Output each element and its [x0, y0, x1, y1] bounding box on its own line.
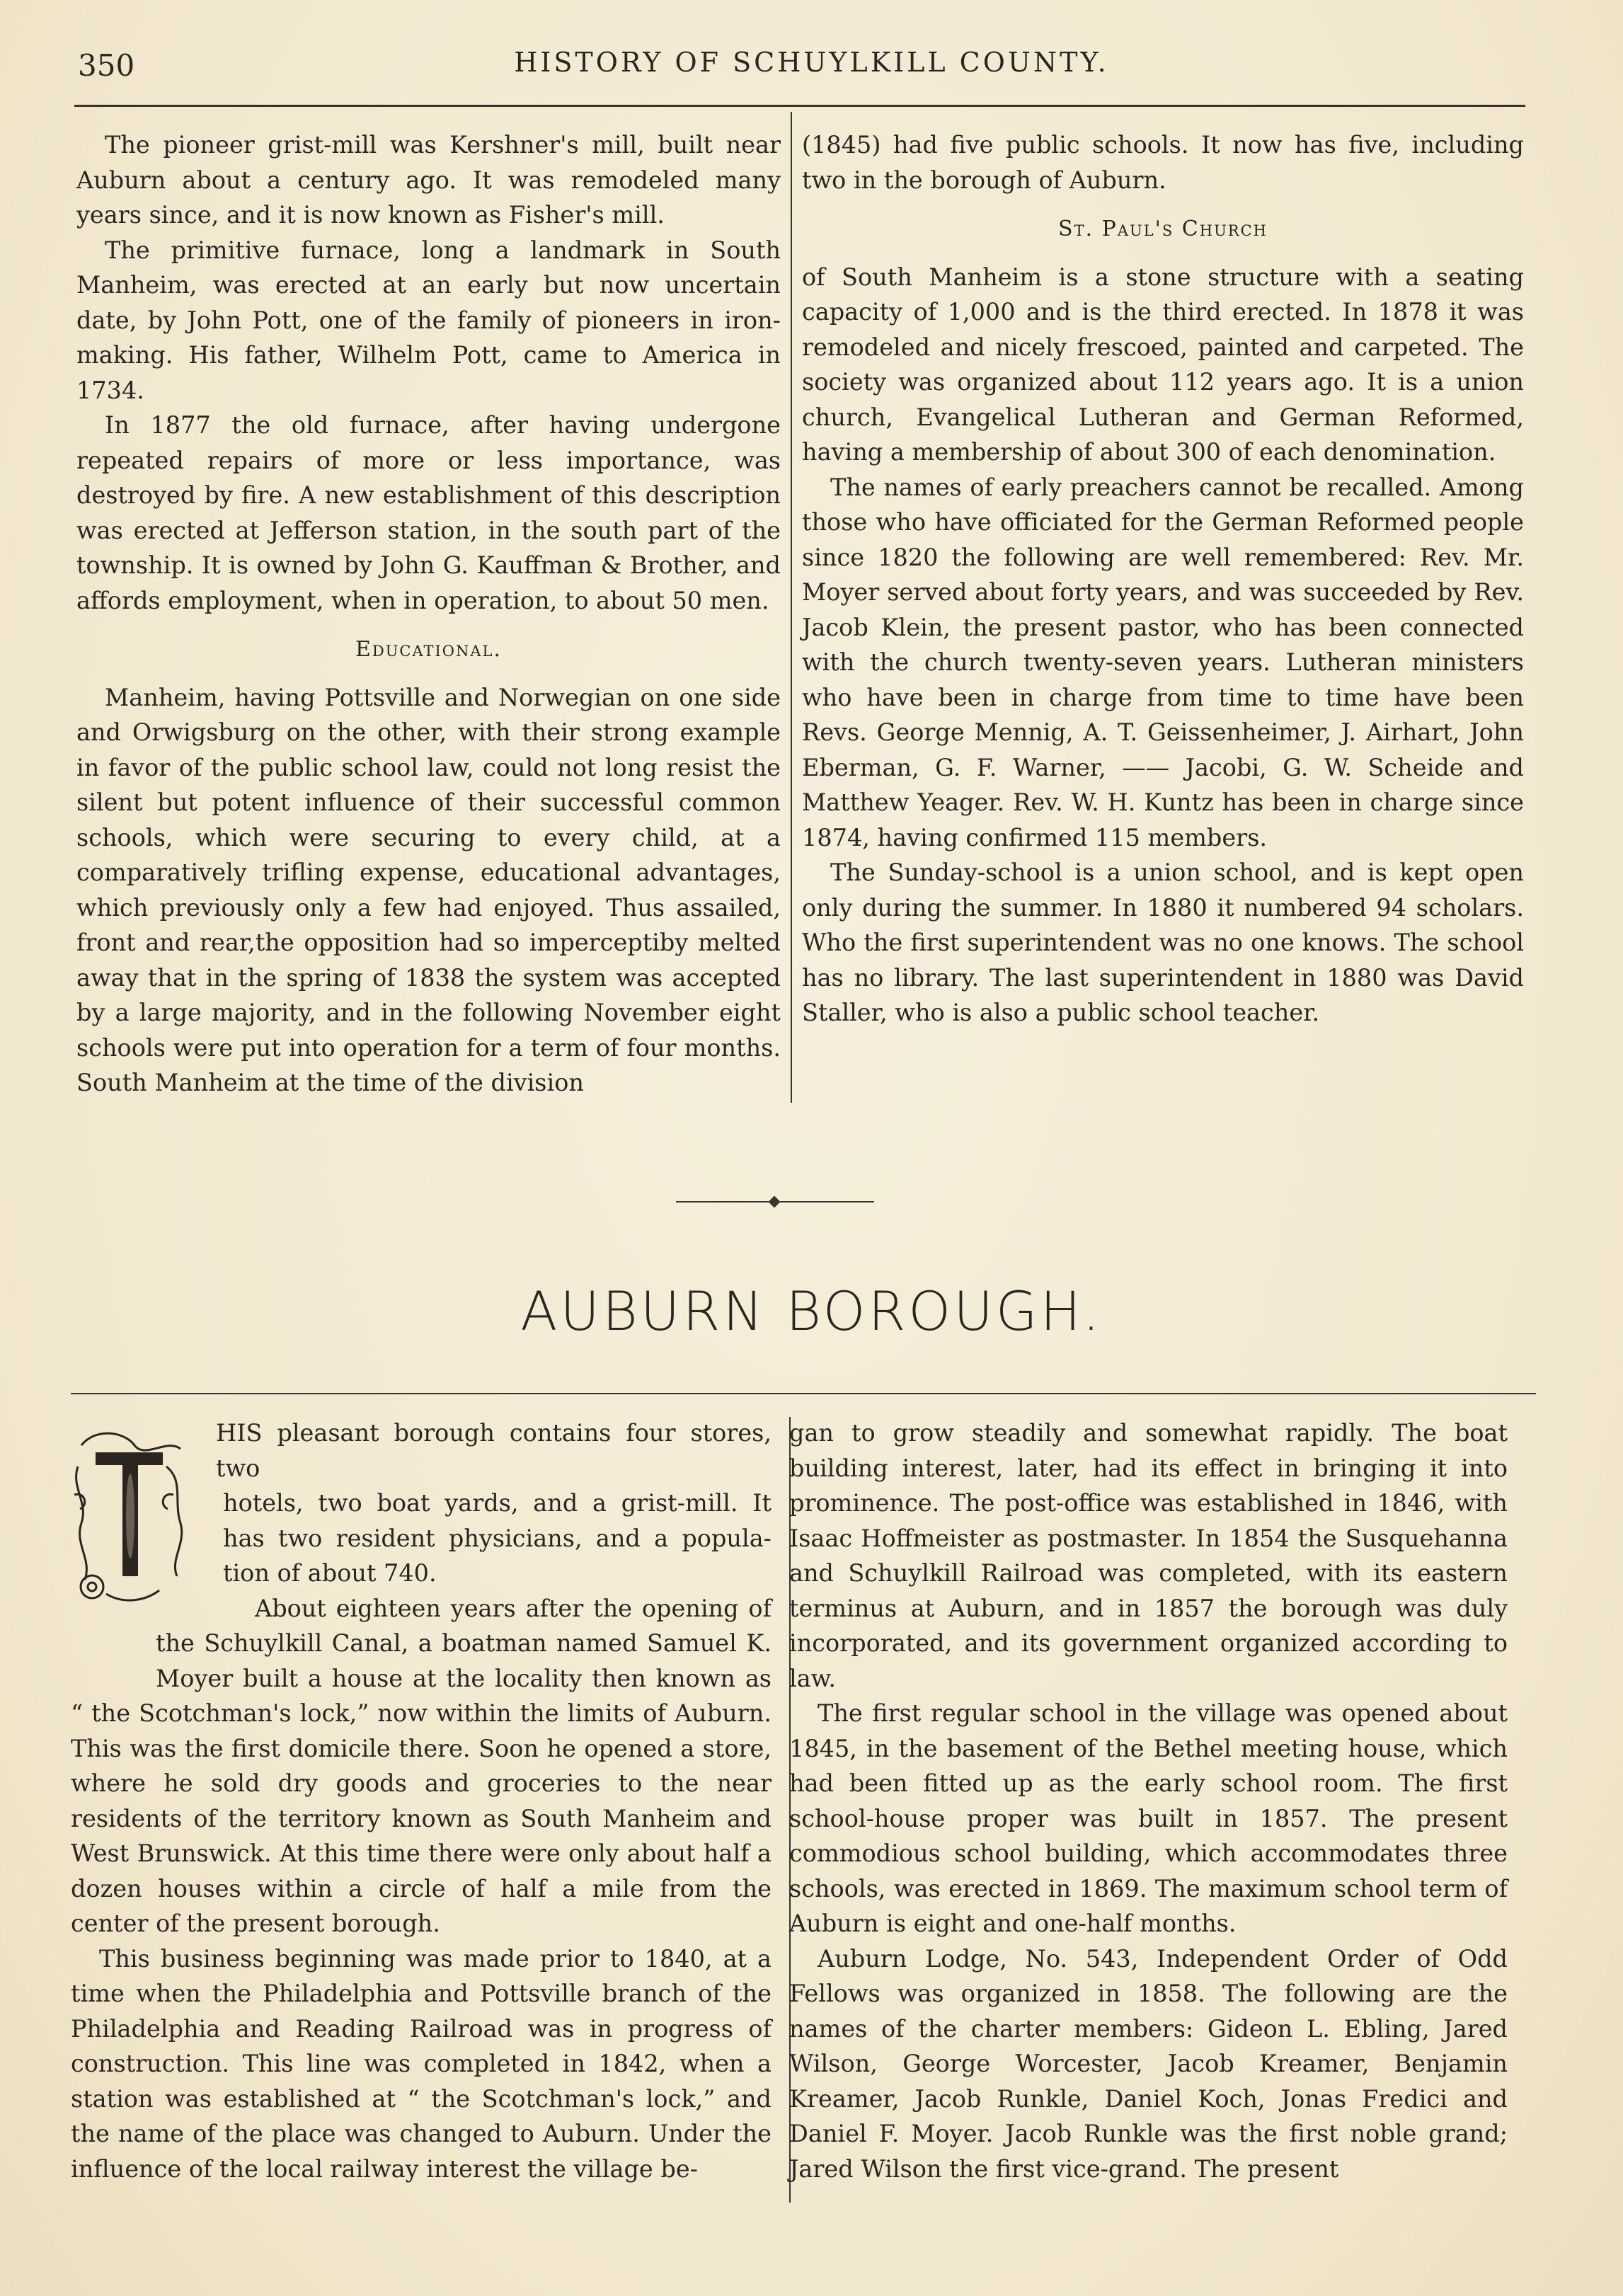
header-rule	[74, 105, 1525, 107]
text-line: the Schuylkill Canal, a boatman named Samuel K.	[156, 1629, 772, 1657]
text-line: About eighteen years after the opening of	[255, 1594, 772, 1622]
paragraph: The pioneer grist-mill was Kershner's mill, built near Auburn about a century ago. It was remodeled many years since, and it is now known as Fisher's mill.	[76, 131, 781, 229]
paragraph: gan to grow steadily and somewhat rapidly. The boat building interest, later, had its effect in bringing it into prominence. The post-office was established in 1846, with Isaac Hoffmeister as postmaster. In 1854 the Susquehanna and Schuylkill Railroad was completed, with its eastern terminus at Auburn, and in 1857 the borough was duly incorporated, and its government organized according to law.	[789, 1419, 1508, 1692]
paragraph: The names of early preachers cannot be recalled. Among those who have officiated for the German Reformed people since 1820 the following are well remembered: Rev. Mr. Moyer served about forty years, and was succeeded by Rev. Jacob Klein, the present pastor, who has been connected with the church twenty-seven years. Lutheran ministers who have been in charge from time to time have been Revs. George Mennig, A. T. Geissenheimer, J. Airhart, John Eberman, G. F. Warner, —— Jacobi, G. W. Scheide and Matthew Yeager. Rev. W. H. Kuntz has been in charge since 1874, having confirmed 115 members.	[802, 473, 1524, 851]
text-line: tion of about 740.	[223, 1559, 437, 1587]
running-title: HISTORY OF SCHUYLKILL COUNTY.	[514, 47, 1109, 78]
column-divider-top	[791, 112, 792, 1103]
paragraph: The primitive furnace, long a landmark in South Manheim, was erected at an early but now uncertain date, by John Pott, one of the family of pioneers in iron-making. His father, Wilhelm Pott, came to America in 1734.	[76, 236, 781, 404]
text-line: has two resident physicians, and a popula-	[223, 1524, 772, 1552]
chapter-rule	[71, 1393, 1536, 1394]
text-line: HIS pleasant borough contains four stores, two	[216, 1419, 772, 1482]
paragraph: The Sunday-school is a union school, and is kept open only during the summer. In 1880 it numbered 94 scholars. Who the first superintendent was no one knows. The school has no library. The last superintendent in 1880 was David Staller, who is also a public school teacher.	[802, 859, 1524, 1026]
paragraph: Manheim, having Pottsville and Norwegian on one side and Orwigsburg on the other, with their strong example in favor of the public school law, could not long resist the silent but potent influence of their successful common schools, which were securing to every child, at a comparatively trifling expense, educational advantages, which previously only a few had enjoyed. Thus assailed, front and rear,the opposition had so imperceptiby melted away that in the spring of 1838 the system was accepted by a large majority, and in the following November eight schools were put into operation for a term of four months. South Manheim at the time of the division	[76, 683, 781, 1096]
paragraph: of South Manheim is a stone structure with a seating capacity of 1,000 and is the third erected. In 1878 it was remodeled and nicely frescoed, painted and carpeted. The society was organized about 112 years ago. It is a union church, Evangelical Lutheran and German Reformed, having a membership of about 300 of each denomination.	[802, 263, 1524, 466]
paragraph: In 1877 the old furnace, after having undergone repeated repairs of more or less importance, was destroyed by fire. A new establishment of this description was erected at Jefferson station, in the south part of the township. It is owned by John G. Kauffman & Brother, and affords employment, when in operation, to about 50 men.	[76, 411, 781, 614]
section-heading-st-pauls-church: St. Paul's Church	[1058, 217, 1268, 241]
text-line: Moyer built a house at the locality then known as	[156, 1664, 772, 1692]
top-right-column	[802, 127, 1524, 1031]
bottom-left-column	[71, 1416, 772, 2186]
text-line: hotels, two boat yards, and a grist-mill. It	[223, 1489, 772, 1517]
paragraph: “ the Scotchman's lock,” now within the limits of Auburn. This was the first domicile there. Soon he opened a store, where he sold dry goods and groceries to the near residents of the territory known as South Manheim and West Brunswick. At this time there were only about half a dozen houses within a circle of half a mile from the center of the present borough.	[71, 1699, 772, 1937]
paragraph: Auburn Lodge, No. 543, Independent Order of Odd Fellows was organized in 1858. The following are the names of the charter members: Gideon L. Ebling, Jared Wilson, George Worcester, Jacob Kreamer, Benjamin Kreamer, Jacob Runkle, Daniel Koch, Jonas Fredici and Daniel F. Moyer. Jacob Runkle was the first noble grand; Jared Wilson the first vice-grand. The present	[789, 1944, 1508, 2183]
page-number: 350	[78, 48, 135, 83]
paragraph: (1845) had five public schools. It now has five, including two in the borough of Auburn.	[802, 131, 1524, 194]
paragraph: This business beginning was made prior to 1840, at a time when the Philadelphia and Pottsville branch of the Philadelphia and Reading Railroad was in progress of construction. This line was completed in 1842, when a station was established at “ the Scotchman's lock,” and the name of the place was changed to Auburn. Under the influence of the local railway interest the village be-	[71, 1944, 772, 2183]
chapter-title: AUBURN BOROUGH.	[520, 1280, 1103, 1343]
top-left-column	[76, 127, 781, 1101]
paragraph: The first regular school in the village was opened about 1845, in the basement of the Bethel meeting house, which had been fitted up as the early school room. The first school-house proper was built in 1857. The present commodious school building, which accommodates three schools, was erected in 1869. The maximum school term of Auburn is eight and one-half months.	[789, 1699, 1508, 1937]
bottom-right-column	[789, 1416, 1508, 2186]
section-ornament	[676, 1198, 874, 1206]
section-heading-educational: Educational.	[355, 637, 503, 662]
